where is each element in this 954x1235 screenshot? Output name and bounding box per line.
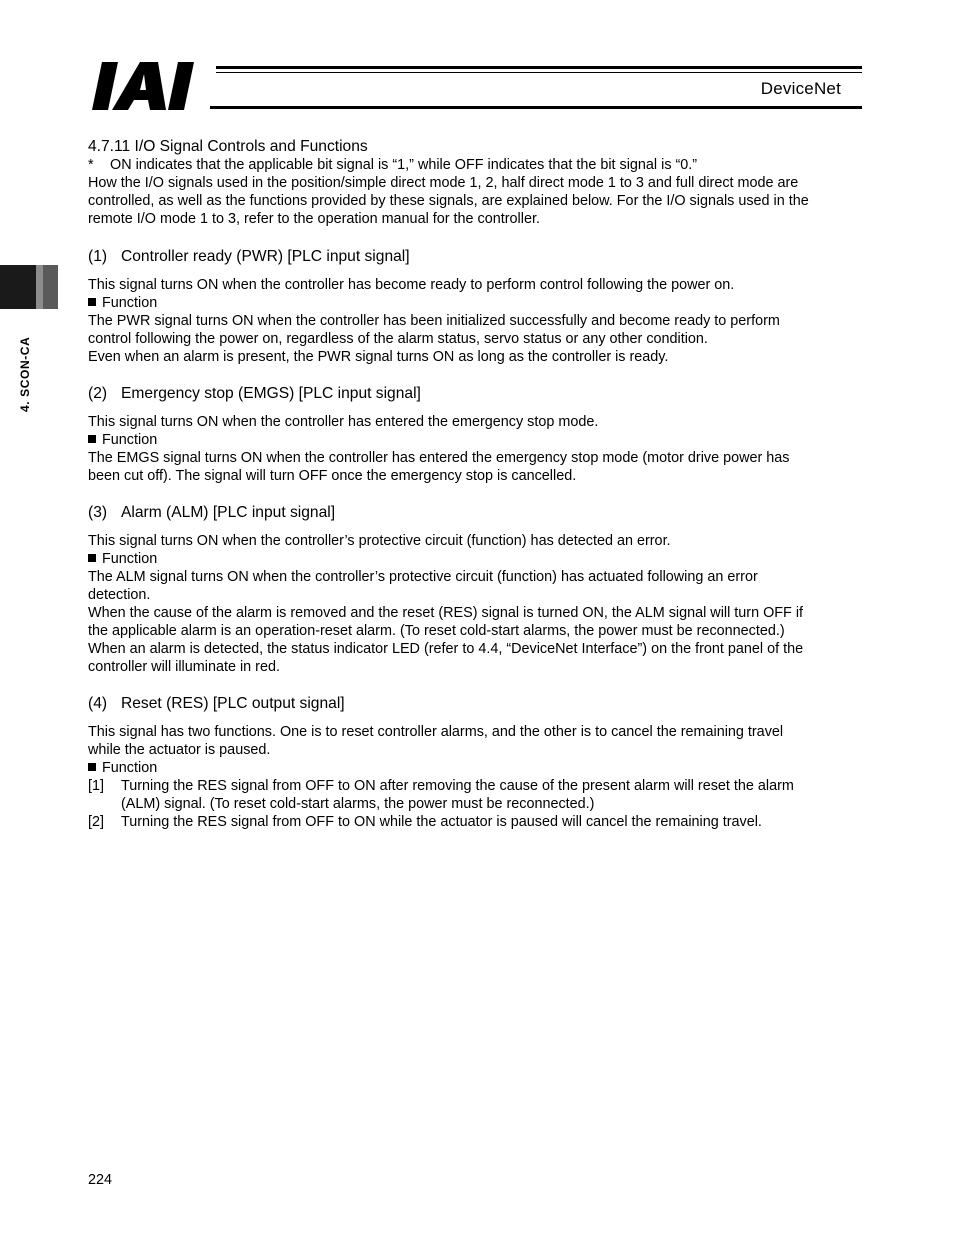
summary: This signal turns ON when the controller has become ready to perform control following the power on. <box>88 277 735 293</box>
summary: This signal turns ON when the controller has entered the emergency stop mode. <box>88 414 599 430</box>
function-heading: Function <box>88 431 868 449</box>
summary: This signal has two functions. One is to reset controller alarms, and the other is to cancel the remaining travel <box>88 724 784 740</box>
header-rule-bottom <box>210 106 862 109</box>
subsection-title: (4) Reset (RES) [PLC output signal] <box>88 695 345 712</box>
page-header <box>0 0 954 140</box>
subsection-emgs <box>88 385 868 485</box>
body-line: control following the power on, regardless of the alarm status, servo status or any other condition. <box>88 331 708 347</box>
chapter-label: 4. SCON-CA <box>18 336 32 412</box>
subsection-res <box>88 695 868 831</box>
intro-line: remote I/O mode 1 to 3, refer to the operation manual for the controller. <box>88 211 540 227</box>
bullet-icon <box>88 298 96 306</box>
subsection-pwr <box>88 248 868 366</box>
bullet-icon <box>88 554 96 562</box>
intro-line: controlled, as well as the functions provided by these signals, are explained below. For the I/O signals used in the <box>88 193 809 209</box>
section-title: 4.7.11 I/O Signal Controls and Functions <box>88 138 368 155</box>
intro-line: How the I/O signals used in the position/simple direct mode 1, 2, half direct mode 1 to 3 and full direct mode are <box>88 175 799 191</box>
body-line: the applicable alarm is an operation-reset alarm. (To reset cold-start alarms, the power must be reconnected.) <box>88 623 785 639</box>
list-item: [2] Turning the RES signal from OFF to ON while the actuator is paused will cancel the remaining travel. <box>88 814 762 830</box>
body-line: been cut off). The signal will turn OFF once the emergency stop is cancelled. <box>88 468 577 484</box>
function-heading: Function <box>88 294 868 312</box>
header-rule-top-thin <box>216 72 862 73</box>
header-rule-top <box>216 66 862 69</box>
subsection-alm <box>88 504 868 676</box>
subsection-title: (2) Emergency stop (EMGS) [PLC input signal] <box>88 385 421 402</box>
list-item: [1] Turning the RES signal from OFF to ON after removing the cause of the present alarm will reset the alarm (ALM) signal. (To reset cold-start alarms, the power must be reconnected.) <box>88 778 794 812</box>
body-line: detection. <box>88 587 151 603</box>
summary: while the actuator is paused. <box>88 742 271 758</box>
subsection-title: (1) Controller ready (PWR) [PLC input signal] <box>88 248 410 265</box>
note: * ON indicates that the applicable bit signal is “1,” while OFF indicates that the bit signal is “0.” <box>88 157 698 173</box>
body-line: Even when an alarm is present, the PWR signal turns ON as long as the controller is ready. <box>88 349 669 365</box>
subsection-title: (3) Alarm (ALM) [PLC input signal] <box>88 504 336 521</box>
bullet-icon <box>88 763 96 771</box>
body-line: When an alarm is detected, the status indicator LED (refer to 4.4, “DeviceNet Interface”) on the front panel of the <box>88 641 804 657</box>
body-line: The EMGS signal turns ON when the controller has entered the emergency stop mode (motor drive power has <box>88 450 790 466</box>
function-heading: Function <box>88 759 868 777</box>
function-heading: Function <box>88 550 868 568</box>
page-number: 224 <box>88 1172 113 1188</box>
body-line: When the cause of the alarm is removed and the reset (RES) signal is turned ON, the ALM signal will turn OFF if <box>88 605 804 621</box>
page-content <box>88 138 868 831</box>
body-line: The PWR signal turns ON when the controller has been initialized successfully and become ready to perform <box>88 313 780 329</box>
body-line: controller will illuminate in red. <box>88 659 280 675</box>
header-title: DeviceNet <box>760 79 841 98</box>
summary: This signal turns ON when the controller’s protective circuit (function) has detected an error. <box>88 533 671 549</box>
bullet-icon <box>88 435 96 443</box>
iai-logo <box>92 62 212 114</box>
chapter-tab <box>0 265 58 309</box>
body-line: The ALM signal turns ON when the controller’s protective circuit (function) has actuated following an error <box>88 569 758 585</box>
